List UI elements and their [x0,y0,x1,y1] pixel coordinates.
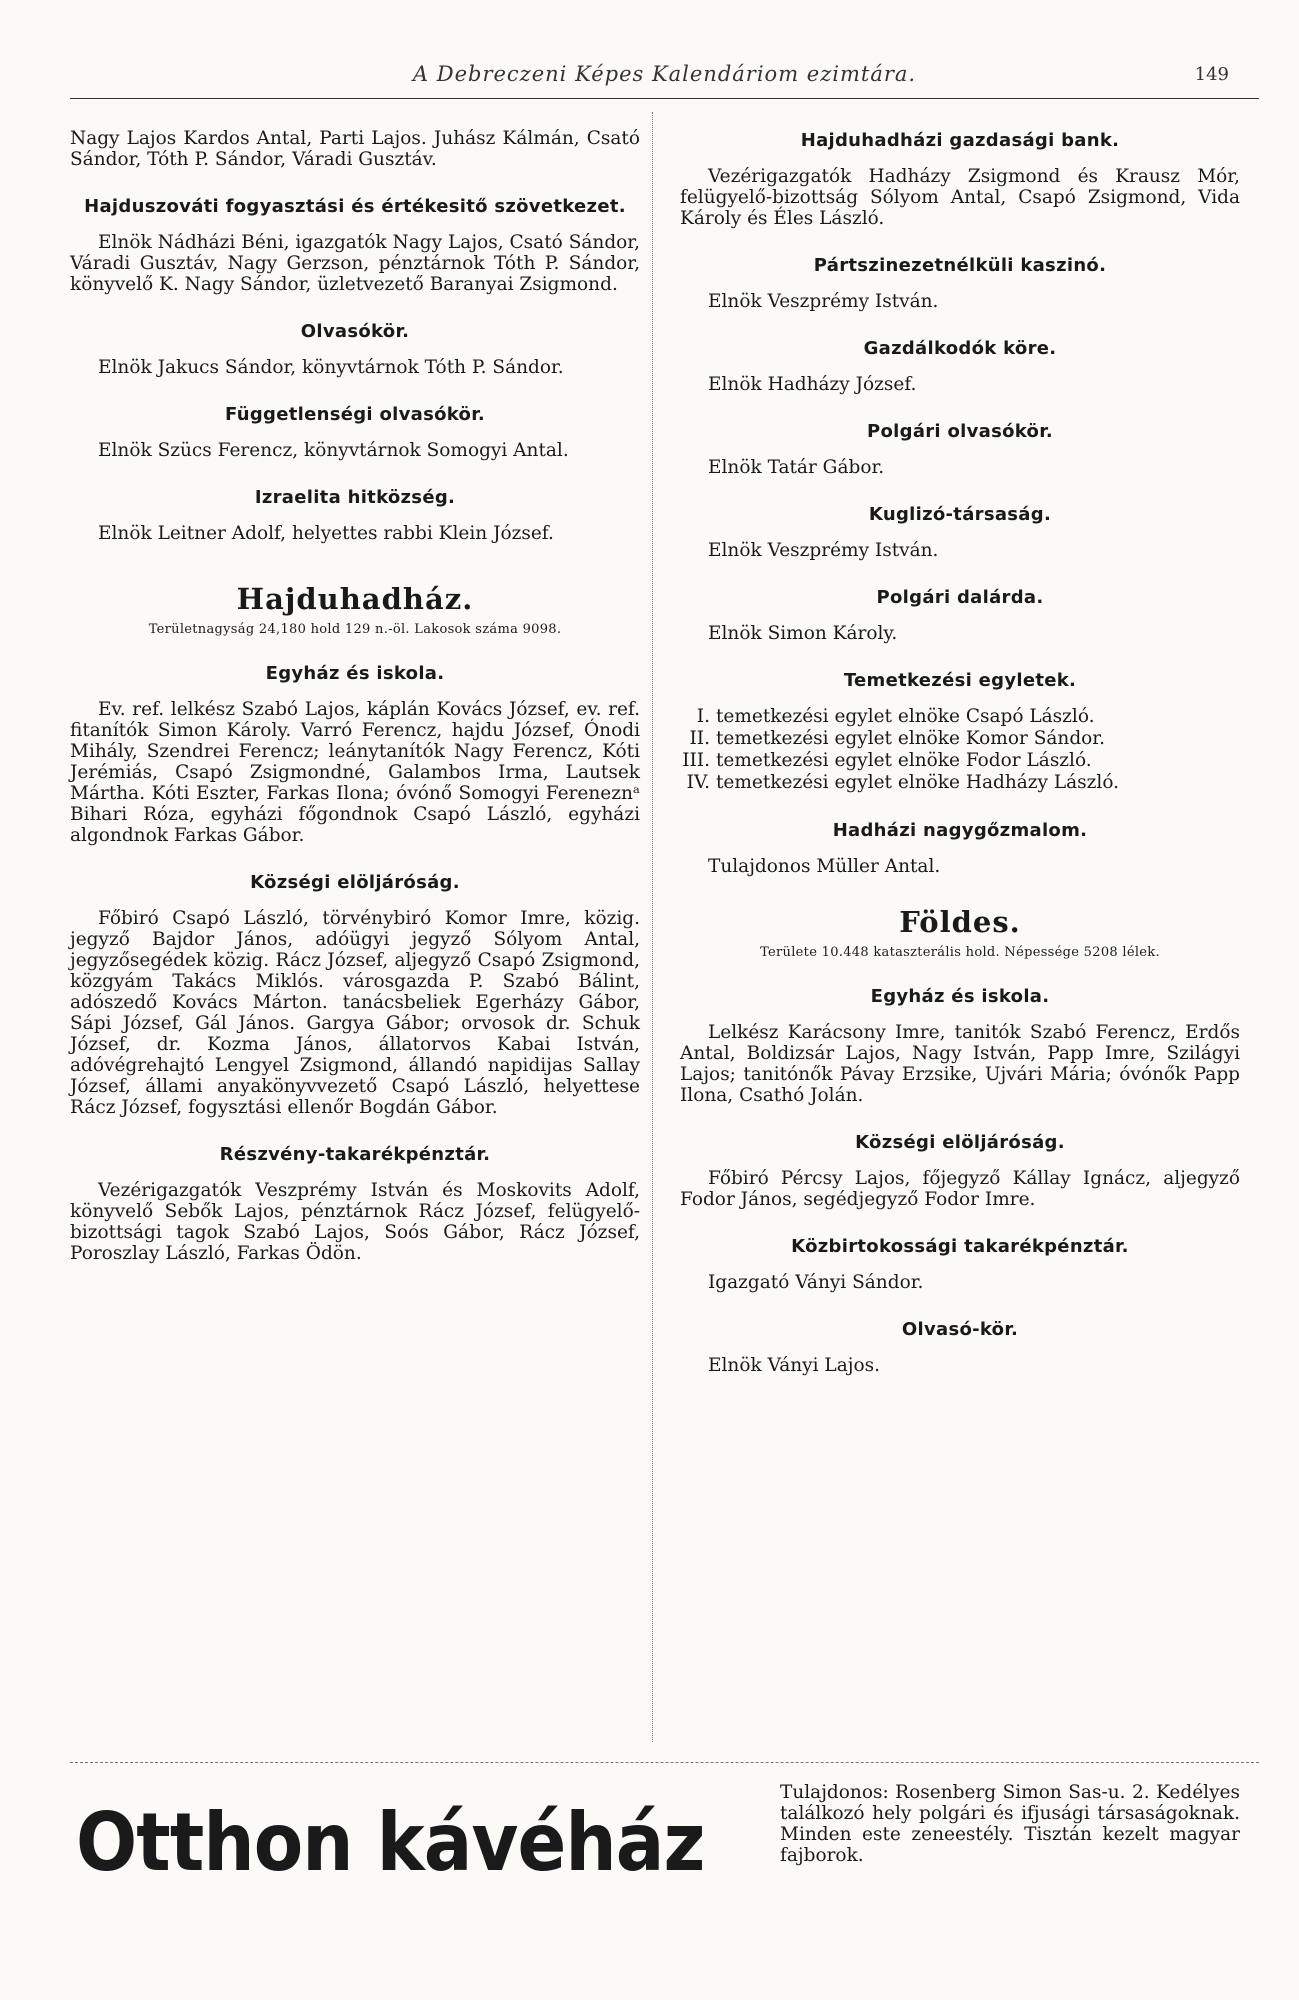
left-column [70,128,640,1270]
section-text: Lelkész Karácsony Imre, tanitók Szabó Ferencz, Erdős Antal, Boldizsár Lajos, Nagy István, Papp Imre, Szilágyi Lajos; tanitónők Pávay Erzsike, Ujvári Mária; óvónők Papp Ilona, Csathó Jolán. [680,1022,1240,1106]
section-text: Elnök Nádházi Béni, igazgatók Nagy Lajos, Csató Sándor, Váradi Gusztáv, Nagy Gerzson, pénztárnok Tóth P. Sándor, könyvelő K. Nagy Sándor, üzletvezető Baranyai Zsigmond. [70,232,640,295]
list-item-text: temetkezési egylet elnöke Fodor László. [716,750,1092,771]
section-heading: Kuglizó-társaság. [868,504,1052,525]
advertisement-divider [70,1762,1259,1763]
section-heading: Hajduszováti fogyasztási és értékesitő szövetkezet. [84,196,626,217]
section-heading: Községi elöljáróság. [250,872,460,893]
town-heading: Hajduhadház. [236,582,474,616]
town-heading: Földes. [899,905,1021,939]
section-heading: Községi elöljáróság. [855,1132,1065,1153]
section-heading: Egyház és iskola. [870,986,1050,1007]
list-item [680,706,1240,728]
section-text: Elnök Leitner Adolf, helyettes rabbi Klein József. [98,523,554,544]
intro-paragraph: Nagy Lajos Kardos Antal, Parti Lajos. Juhász Kálmán, Csató Sándor, Tóth P. Sándor, Váradi Gusztáv. [70,128,640,170]
section-text: Tulajdonos Müller Antal. [708,856,941,877]
right-column [680,128,1240,1382]
list-item-number: I. [696,706,710,727]
section-text: Vezérigazgatók Veszprémy István és Moskovits Adolf, könyvelő Sebők Lajos, pénztárnok Rácz József, felügyelő-bizottsági tagok Szabó Lajos, Soós Gábor, Rácz József, Poroszlay László, Farkas Ödön. [70,1180,640,1264]
section-text: Elnök Szücs Ferencz, könyvtárnok Somogyi Antal. [98,440,569,461]
town-stats: Területe 10.448 kataszterális hold. Népessége 5208 lélek. [760,945,1160,960]
town-stats: Területnagyság 24,180 hold 129 n.-öl. Lakosok száma 9098. [148,622,562,637]
section-heading: Egyház és iskola. [265,663,445,684]
page-number: 149 [1194,64,1229,85]
section-heading: Gazdálkodók köre. [863,338,1057,359]
list-item-text: temetkezési egylet elnöke Hadházy László. [716,772,1120,793]
section-text: Elnök Tatár Gábor. [708,457,885,478]
list-item-number: III. [682,750,710,771]
section-text: Elnök Simon Károly. [708,623,898,644]
advertisement-text: Tulajdonos: Rosenberg Simon Sas-u. 2. Kedélyes találkozó hely polgári és ifjusági társaságoknak. Minden este zeneestély. Tisztán kezelt magyar fajborok. [780,1782,1240,1866]
running-title: A Debreczeni Képes Kalendáriom ezimtára. [412,62,917,86]
section-heading: Polgári dalárda. [876,587,1044,608]
list-item [680,750,1240,772]
section-heading: Részvény-takarékpénztár. [219,1144,491,1165]
section-text: Elnök Ványi Lajos. [708,1355,880,1376]
advertisement-title: Otthon kávéház [76,1796,705,1889]
list-item-number: II. [689,728,710,749]
section-text: Elnök Jakucs Sándor, könyvtárnok Tóth P. Sándor. [98,357,564,378]
section-heading: Pártszinezetnélküli kaszinó. [813,255,1107,276]
section-text: Főbiró Csapó László, törvénybiró Komor Imre, közig. jegyző Bajdor János, adóügyi jegyző Sólyom Antal, jegyzősegédek közig. Rácz József, aljegyző Csapó Zsigmond, közgyám Takács Miklós. városgazda P. Szabó Bálint, adószedő Kovács Márton. tanácsbeliek Egerházy Gábor, Sápi József, Gál János. Gargya Gábor; orvosok dr. Schuk József, dr. Kozma János, állatorvos Kabai István, adóvégrehajtó Lengyel Zsigmond, állandó napidijas Sallay József, állami anyakönyvvezető Csapó László, helyettese Rácz József, fogysztási ellenőr Bogdán Gábor. [70,908,640,1118]
section-text: Elnök Hadházy József. [708,374,917,395]
section-text: Elnök Veszprémy István. [708,291,939,312]
list-item-number: IV. [686,772,710,793]
section-heading: Temetkezési egyletek. [843,670,1077,691]
section-heading: Olvasókör. [300,321,410,342]
section-heading: Olvasó-kör. [901,1319,1019,1340]
list-item-text: temetkezési egylet elnöke Komor Sándor. [716,728,1105,749]
list-item [680,728,1240,750]
section-text: Ev. ref. lelkész Szabó Lajos, káplán Kovács József, ev. ref. fitanítók Simon Károly. Varró Ferencz, hajdu József, Ónodi Mihály, Szendrei Ferencz; leánytanítók Nagy Ferencz, Kóti Jerémiás, Csapó Zsigmondné, Galambos Irma, Lautsek Mártha. Kóti Eszter, Farkas Ilona; óvónő Somogyi Fereneznᵃ Bihari Róza, egyházi főgondnok Csapó László, egyházi algondnok Farkas Gábor. [70,699,640,846]
section-heading: Polgári olvasókör. [867,421,1053,442]
list-item-text: temetkezési egylet elnöke Csapó László. [716,706,1095,727]
section-text: Igazgató Ványi Sándor. [708,1272,924,1293]
list-item [680,772,1240,794]
section-text: Elnök Veszprémy István. [708,540,939,561]
funeral-society-list [680,706,1240,794]
section-heading: Közbirtokossági takarékpénztár. [791,1236,1129,1257]
column-divider [652,112,653,1742]
section-heading: Függetlenségi olvasókör. [225,404,485,425]
section-heading: Hadházi nagygőzmalom. [832,820,1088,841]
section-text: Főbiró Pércsy Lajos, főjegyző Kállay Ignácz, aljegyző Fodor János, segédjegyző Fodor Imre. [680,1168,1240,1210]
section-heading: Hajduhadházi gazdasági bank. [800,130,1120,151]
section-heading: Izraelita hitközség. [254,487,456,508]
running-head [70,58,1259,99]
section-text: Vezérigazgatók Hadházy Zsigmond és Krausz Mór, felügyelő-bizottság Sólyom Antal, Csapó Zsigmond, Vida Károly és Éles László. [680,166,1240,229]
